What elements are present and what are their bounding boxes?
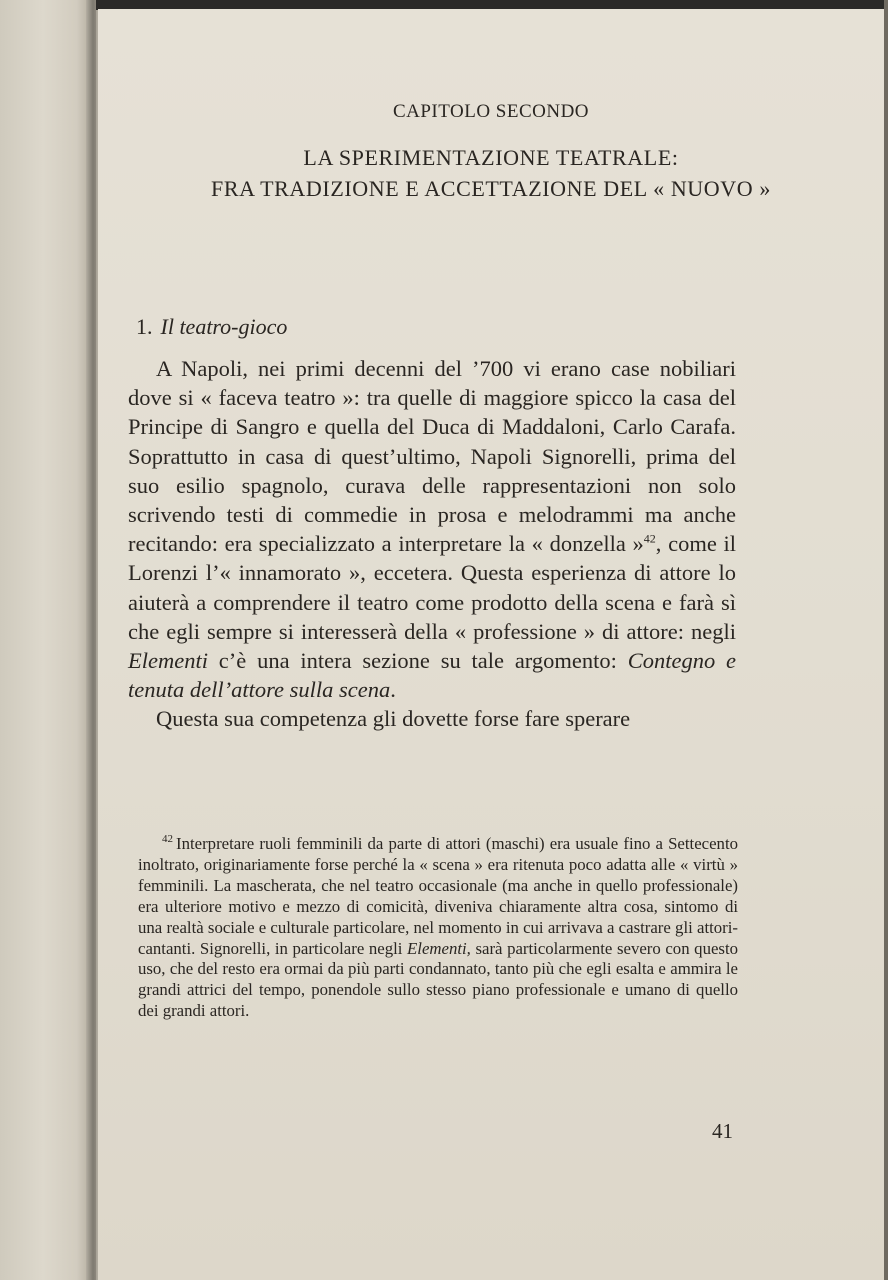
paragraph-1-part-c: c’è una intera sezione su tale argomento: <box>207 648 628 674</box>
body-text <box>128 354 736 734</box>
section-title: Il teatro-gioco <box>160 314 288 339</box>
footnote-reference: 42 <box>643 531 656 546</box>
chapter-title-line-1: LA SPERIMENTAZIONE TEATRALE: <box>303 145 679 170</box>
paragraph-1-part-d: . <box>390 677 396 703</box>
paragraph-2: Questa sua competenza gli dovette forse fare sperare <box>156 706 631 732</box>
book-page <box>98 9 884 1280</box>
left-page-edge <box>0 0 96 1280</box>
book-right-edge <box>884 0 888 1280</box>
page-number: 41 <box>712 1119 733 1143</box>
chapter-label: CAPITOLO SECONDO <box>392 101 590 122</box>
footnote-italic: Elementi, <box>407 938 471 958</box>
section-number: 1. <box>136 314 153 339</box>
paragraph-1-italic-2: Contegno e tenuta dell’attore sulla scena <box>128 648 737 703</box>
section-heading <box>136 314 287 340</box>
paragraph-1-part-a: A Napoli, nei primi decenni del ’700 vi erano case nobiliari dove si « faceva teatro »: tra quelle di maggiore spicco la casa del Principe di Sangro e quella del Duca di Maddaloni, Carlo Carafa. Soprattutto in casa di quest’ultimo, Napoli Signorelli, prima del suo esilio spagnolo, curava delle rappresentazioni non solo scrivendo testi di commedie in prosa e melodrammi ma anche recitando: era specializzato a interpretare la « donzella » <box>128 356 736 557</box>
footnote-part-a: Interpretare ruoli femminili da parte di attori (maschi) era usuale fino a Settecento inoltrato, originariamente forse perché la « scena » era ritenuta poco adatta alle « virtù » femminili. La mascherata, che nel teatro occasionale (ma anche in quello professionale) era ulteriore motivo e mezzo di comicità, diveniva chiaramente altra cosa, sintomo di una realtà sociale e culturale particolare, nel momento in cui arrivava a castrare gli attori-cantanti. Signorelli, in particolare negli <box>138 834 738 958</box>
chapter-title-line-2: FRA TRADIZIONE E ACCETTAZIONE DEL « NUOVO » <box>211 176 771 201</box>
paragraph-1-italic-1: Elementi <box>128 648 208 674</box>
footnote-text <box>138 834 738 1022</box>
footnote-number: 42 <box>162 833 173 846</box>
footnote-part-b: sarà particolarmente severo con questo uso, che del resto era ormai da più parti condannato, tanto più che egli esalta e ammira le grandi attrici del tempo, ponendole sullo stesso piano professionale e umano di quello dei grandi attori. <box>138 938 738 1021</box>
footnote <box>138 834 738 1022</box>
paragraph-1-part-b: , come il Lorenzi l’« innamorato », eccetera. Questa esperienza di attore lo aiuterà a comprendere il teatro come prodotto della scena e farà sì che egli sempre si interesserà della « professione » di attore: negli <box>128 531 737 644</box>
paragraph-1 <box>128 354 736 704</box>
